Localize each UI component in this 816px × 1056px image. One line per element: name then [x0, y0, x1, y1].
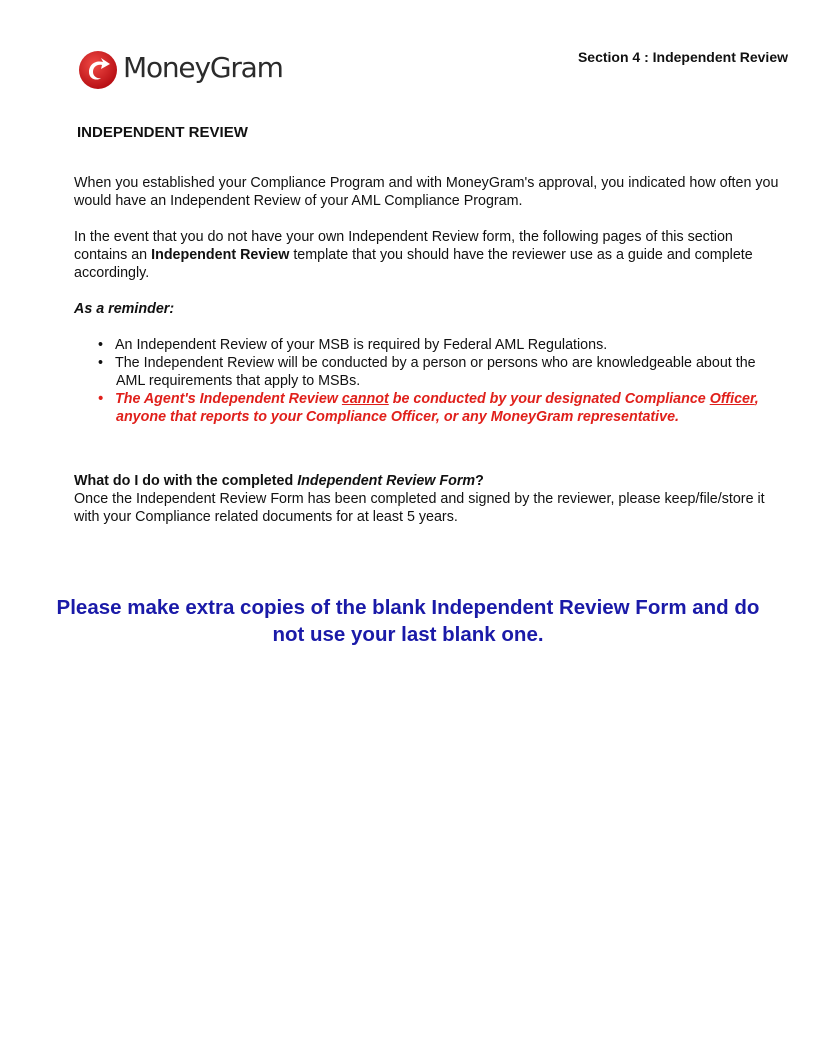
- section-label: Section 4 : Independent Review: [577, 49, 788, 65]
- list-item-text: An Independent Review of your MSB is required by Federal AML Regulations.: [115, 337, 608, 353]
- copies-reminder-note: Please make extra copies of the blank Independent Review Form and do not use your last blank one.: [56, 596, 760, 646]
- warning-text-c: , anyone that reports to your Compliance Officer, or any MoneyGram representative.: [116, 391, 759, 425]
- intro-paragraph-2: [74, 228, 786, 282]
- list-item-text: The Independent Review will be conducted by a person or persons who are knowledgeable about the AML requirements that apply to MSBs.: [115, 355, 756, 389]
- question-text-b: ?: [475, 473, 484, 489]
- list-item: [74, 354, 786, 390]
- completed-form-section: [74, 472, 786, 526]
- moneygram-logo-icon: [78, 50, 118, 90]
- bullet-icon: •: [98, 355, 104, 371]
- warning-underline-officer: Officer: [709, 391, 755, 407]
- intro-paragraph-1: When you established your Compliance Program and with MoneyGram's approval, you indicated how often you would have an Independent Review of your AML Compliance Program.: [74, 175, 779, 209]
- warning-underline-cannot: cannot: [341, 391, 389, 407]
- intro-paragraph-2-text-b: template that you should have the reviewer use as a guide and complete accordingly.: [74, 247, 753, 281]
- intro-paragraph-2-bold: Independent Review: [151, 247, 290, 263]
- moneygram-logo: [78, 50, 308, 102]
- page-title: INDEPENDENT REVIEW: [77, 124, 248, 141]
- question-text-a: What do I do with the completed: [74, 473, 298, 489]
- list-item: [74, 336, 786, 354]
- reminder-heading: As a reminder:: [74, 301, 175, 317]
- intro-paragraph-2-text-a: In the event that you do not have your own Independent Review form, the following pages of this section contains an: [74, 229, 733, 263]
- document-body: [74, 174, 786, 526]
- completed-form-question: [74, 472, 786, 490]
- bullet-icon: •: [98, 391, 104, 407]
- reminder-list: [74, 336, 786, 426]
- warning-text-a: The Agent's Independent Review: [115, 391, 342, 407]
- warning-text-b: be conducted by your designated Compliance: [388, 391, 710, 407]
- completed-form-answer: Once the Independent Review Form has been completed and signed by the reviewer, please keep/file/store it with your Compliance related documents for at least 5 years.: [74, 491, 765, 525]
- question-italic: Independent Review Form: [297, 473, 476, 489]
- warning-list-item: [74, 390, 786, 426]
- logo-wordmark: MoneyGram: [123, 51, 283, 84]
- bullet-icon: •: [98, 337, 104, 353]
